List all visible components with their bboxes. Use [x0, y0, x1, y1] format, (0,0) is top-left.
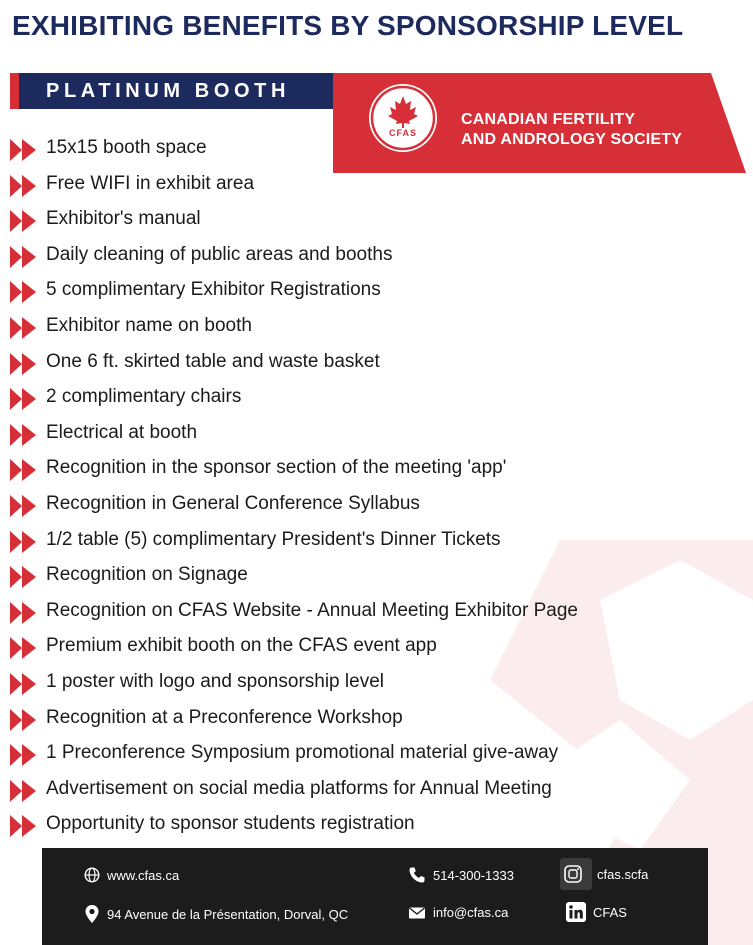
double-arrow-icon [10, 565, 38, 589]
linkedin-link[interactable] [566, 902, 627, 922]
benefit-label: 1 Preconference Symposium promotional material give-away [46, 742, 559, 764]
double-arrow-icon [10, 779, 38, 803]
benefit-label: Premium exhibit booth on the CFAS event app [46, 635, 437, 657]
organization-banner [333, 73, 746, 173]
phone-text: 514-300-1333 [433, 867, 514, 883]
benefit-label: Exhibitor name on booth [46, 314, 252, 336]
benefit-label: Recognition on Signage [46, 564, 248, 586]
sponsorship-level-label: PLATINUM BOOTH [46, 80, 291, 102]
double-arrow-icon [10, 138, 38, 162]
double-arrow-icon [10, 458, 38, 482]
email-icon [408, 906, 426, 920]
benefit-label: Daily cleaning of public areas and booths [46, 243, 393, 265]
benefit-label: Recognition in General Conference Syllabus [46, 492, 420, 514]
logo-text: CFAS [388, 128, 417, 138]
benefit-label: Electrical at booth [46, 421, 198, 443]
double-arrow-icon [10, 352, 38, 376]
email-link[interactable] [408, 905, 508, 920]
double-arrow-icon [10, 814, 38, 838]
address [84, 904, 348, 924]
linkedin-icon [566, 902, 586, 922]
organization-name [461, 110, 682, 150]
double-arrow-icon [10, 280, 38, 304]
benefit-label: Free WIFI in exhibit area [46, 172, 255, 194]
double-arrow-icon [10, 423, 38, 447]
double-arrow-icon [10, 494, 38, 518]
benefit-label: 15x15 booth space [46, 137, 207, 158]
linkedin-text: CFAS [593, 904, 627, 920]
sponsorship-level-banner [10, 73, 333, 109]
organization-name-line1: CANADIAN FERTILITY [461, 111, 636, 128]
phone-icon [408, 866, 426, 884]
benefit-label: 5 complimentary Exhibitor Registrations [46, 279, 381, 301]
benefit-label: Recognition on CFAS Website - Annual Meeting Exhibitor Page [46, 599, 578, 621]
double-arrow-icon [10, 387, 38, 411]
maple-leaf-icon [369, 84, 437, 152]
double-arrow-icon [10, 245, 38, 269]
social-link[interactable] [560, 858, 648, 890]
cfas-logo [369, 84, 437, 152]
double-arrow-icon [10, 316, 38, 340]
double-arrow-icon [10, 672, 38, 696]
social-handle-text: cfas.scfa [597, 866, 649, 882]
benefit-label: One 6 ft. skirted table and waste basket [46, 350, 380, 372]
double-arrow-icon [10, 708, 38, 732]
double-arrow-icon [10, 601, 38, 625]
location-pin-icon [84, 904, 100, 924]
benefit-label: 1/2 table (5) complimentary President's Dinner Tickets [46, 528, 501, 550]
double-arrow-icon [10, 743, 38, 767]
organization-name-line2: AND ANDROLOGY SOCIETY [461, 131, 683, 148]
page-title: EXHIBITING BENEFITS BY SPONSORSHIP LEVEL [12, 10, 684, 41]
double-arrow-icon [10, 174, 38, 198]
double-arrow-icon [10, 636, 38, 660]
address-text: 94 Avenue de la Présentation, Dorval, QC [107, 906, 349, 922]
social-icon-box [560, 858, 592, 890]
benefit-label: 2 complimentary chairs [46, 386, 242, 408]
double-arrow-icon [10, 209, 38, 233]
globe-icon [84, 867, 100, 883]
benefit-label: Recognition in the sponsor section of the meeting 'app' [46, 457, 507, 479]
website-text: www.cfas.ca [107, 867, 180, 883]
double-arrow-icon [10, 530, 38, 554]
website-link[interactable] [84, 867, 179, 883]
phone-link[interactable] [408, 866, 514, 884]
benefit-label: 1 poster with logo and sponsorship level [46, 670, 384, 692]
footer [42, 848, 708, 945]
email-text: info@cfas.ca [433, 905, 509, 920]
social-media-icon [563, 864, 583, 884]
benefit-label: Recognition at a Preconference Workshop [46, 706, 403, 728]
benefit-label: Exhibitor's manual [46, 208, 201, 230]
benefit-label: Advertisement on social media platforms for Annual Meeting [46, 777, 552, 799]
benefit-label: Opportunity to sponsor students registration [46, 813, 415, 835]
